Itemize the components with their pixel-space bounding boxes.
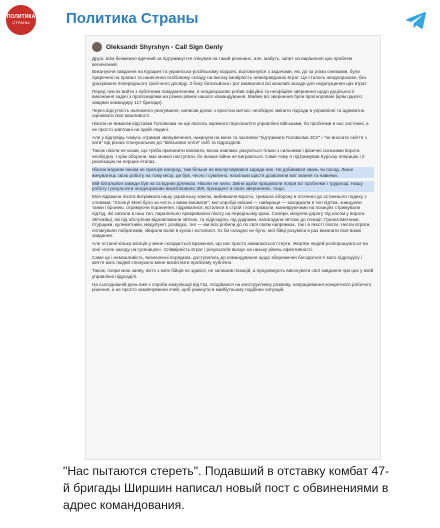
post-body <box>92 56 374 295</box>
post-header <box>92 40 374 54</box>
channel-avatar-subtext: СТРАНЫ <box>12 20 30 25</box>
post-author: Oleksandr Shyrshyn ▫ Call Sign Genly <box>106 43 223 51</box>
post-paragraph-highlighted: Мій батальйон завжди був на складних ділянках. Ніколи не нили. Зміни щоби працювали попри всі проблеми і труднощі. Нашу роботу і результати неодноразово висвітлювали ЗМІ, президент в своїх зверненнях, тощо. <box>92 181 374 192</box>
post-paragraph: На сьогоднішній день вже є спроби комунікації від ГШ, сподіваюся на конструктивну розмову, напрацювання конкретного робочого рішення, а не просто замовчування очей, щоб уникнути в майбутньому подібних ситуацій. <box>92 281 372 293</box>
post-paragraph: Але останні кілька місяців у мене складається враження, що нас просто намагаються стерти. Жертви людей розпорошуються на зоні «поле заходу на гусеницях». Співмірність втрат і результатів вказує на низьку рівень ефективності. <box>92 241 368 252</box>
post-paragraph: Моя відважна піхота витримала нашу українську землю, вибиваючи ворота, тримала оборону в оточенні до останнього подиху з словами: "Хлопці! Мені було за честь з вами воювати!"; мої хоробрі екіпажі — найкраще — заходжали в тил під'їзм, знищуючи танки і бронею, отримуючи поранення, підривалися, всталися в строй і повторювали, маневруючими на позиціях стримували під'їзд, які заїхали в наш тил, паралельно прикриваючи піхоту на передньому краю. Сапери, мінуючи дорогу під носом у ворога. Зв'язківці, які під обстрілом відновлювали зв'язок, та підрозділи, під ударами, налагодили зв'язок до позиції. Гранатометники, птурщики, кулеметники, медупункт, розвідка, тил — ми всіх робили до по свої своїм напрямках, так і в якості піхоти. Несли втрати, оплакували побратимів, збирали волю в кулак і мстилися. Хх би складно не було, мої бійці розуміли в раз виконати свої важкі завдання. <box>92 194 371 239</box>
channel-avatar[interactable] <box>6 5 36 35</box>
post-paragraph: Також ніколи не казав, що треба припинити воювати, вхоза навпаки: рахуються тільки з сильними і фізично сильними ворота необхідно. І крім оборони, має можно наступати, бо інакше війни не виграються. Саме тому я підтримував Курську операцію і її реалізацію на перших етапах. <box>92 148 365 165</box>
post-paragraph: Також, попри мою заяву, ніхто з моїх бійців не здався, не залишив позицій, а продовжують виконувати свої завдання при цих у моїй управлінні підрозділі. <box>92 268 374 279</box>
post-paragraph: Друзі, всім безмежно вдячний за підтримку! Не очікував на такий резонанс, але, мабуть, запит на вирішення цих проблем величезний. <box>92 56 353 67</box>
post-screenshot[interactable] <box>85 35 381 460</box>
post-paragraph-highlighted: Ніколи жодним чином не прагнув нагород, тим більше не вислуговувався заради них. Не добивався звань чи посад. Лише винуватець свою роботу на тому місці, де був, чесно і сумлінно, наскільки щастя дозволили мої знання та навички. <box>92 167 374 178</box>
message-header <box>0 0 440 40</box>
post-paragraph: Через відсутність належного реагування, написав допис з простою метою: необхідно змінити підходи в управлінні та адекватно оцінювати свої можливості. <box>92 107 365 119</box>
author-avatar <box>92 42 102 52</box>
post-paragraph: Перед тим як вийти з публічним повідомленням, я неодноразово робив офіційні та неофіційні звернення щодо доцільності виконання задач з пропозиціями на різних рівнях нашого командування. Майже всі звернення були проігноровані (крім одного: завдяки командиру 117 бригади). <box>92 88 363 105</box>
post-paragraph: Ніколи не вимагав відставки Головкома чи ще якогось окремого персоналії в управлінні військами, бо проблеми в нас системні, а не просто зав'язані на одній людині. <box>92 121 369 132</box>
post-paragraph: Виконуючи завдання на Курщині та українсько-російському кордоні, зіштовхнувся з задачами, які, до за усіма ознаками, були приречені на провал та нанесення особовому складу на високу імовірність невиправданих втрат. Це сталось неодноразово, без урахування попереднього трагічного досвіду. З боку батальйона і рот вживалися всі можливі заходи для недопущення цих втрат. <box>92 69 368 86</box>
telegram-icon[interactable] <box>404 8 428 32</box>
post-paragraph: Саме це і неможливість, визначенні порядком, доступатись до командування щодо збереження боєздатності мого підрозділу і життя моїх людей спонукало мене висвітлити проблему публічно. <box>92 254 362 266</box>
channel-avatar-text: ПОЛИТИКА <box>6 14 36 20</box>
message-caption: "Нас пытаются стереть". Подавший в отставку комбат 47-й бригады Ширшин написал новый пост с обвинениями в адрес командования. <box>63 464 390 512</box>
post-paragraph: Але у відповідь чомусь отримав звинувачення, накинули на мене та захлипки "підтримати Головкома ЗСУ" і "не вносити сміття з хати" від різних спонукальних до "військової еліти" осіб та підрозділів. <box>92 134 367 146</box>
channel-title[interactable]: Политика Страны <box>66 10 199 27</box>
